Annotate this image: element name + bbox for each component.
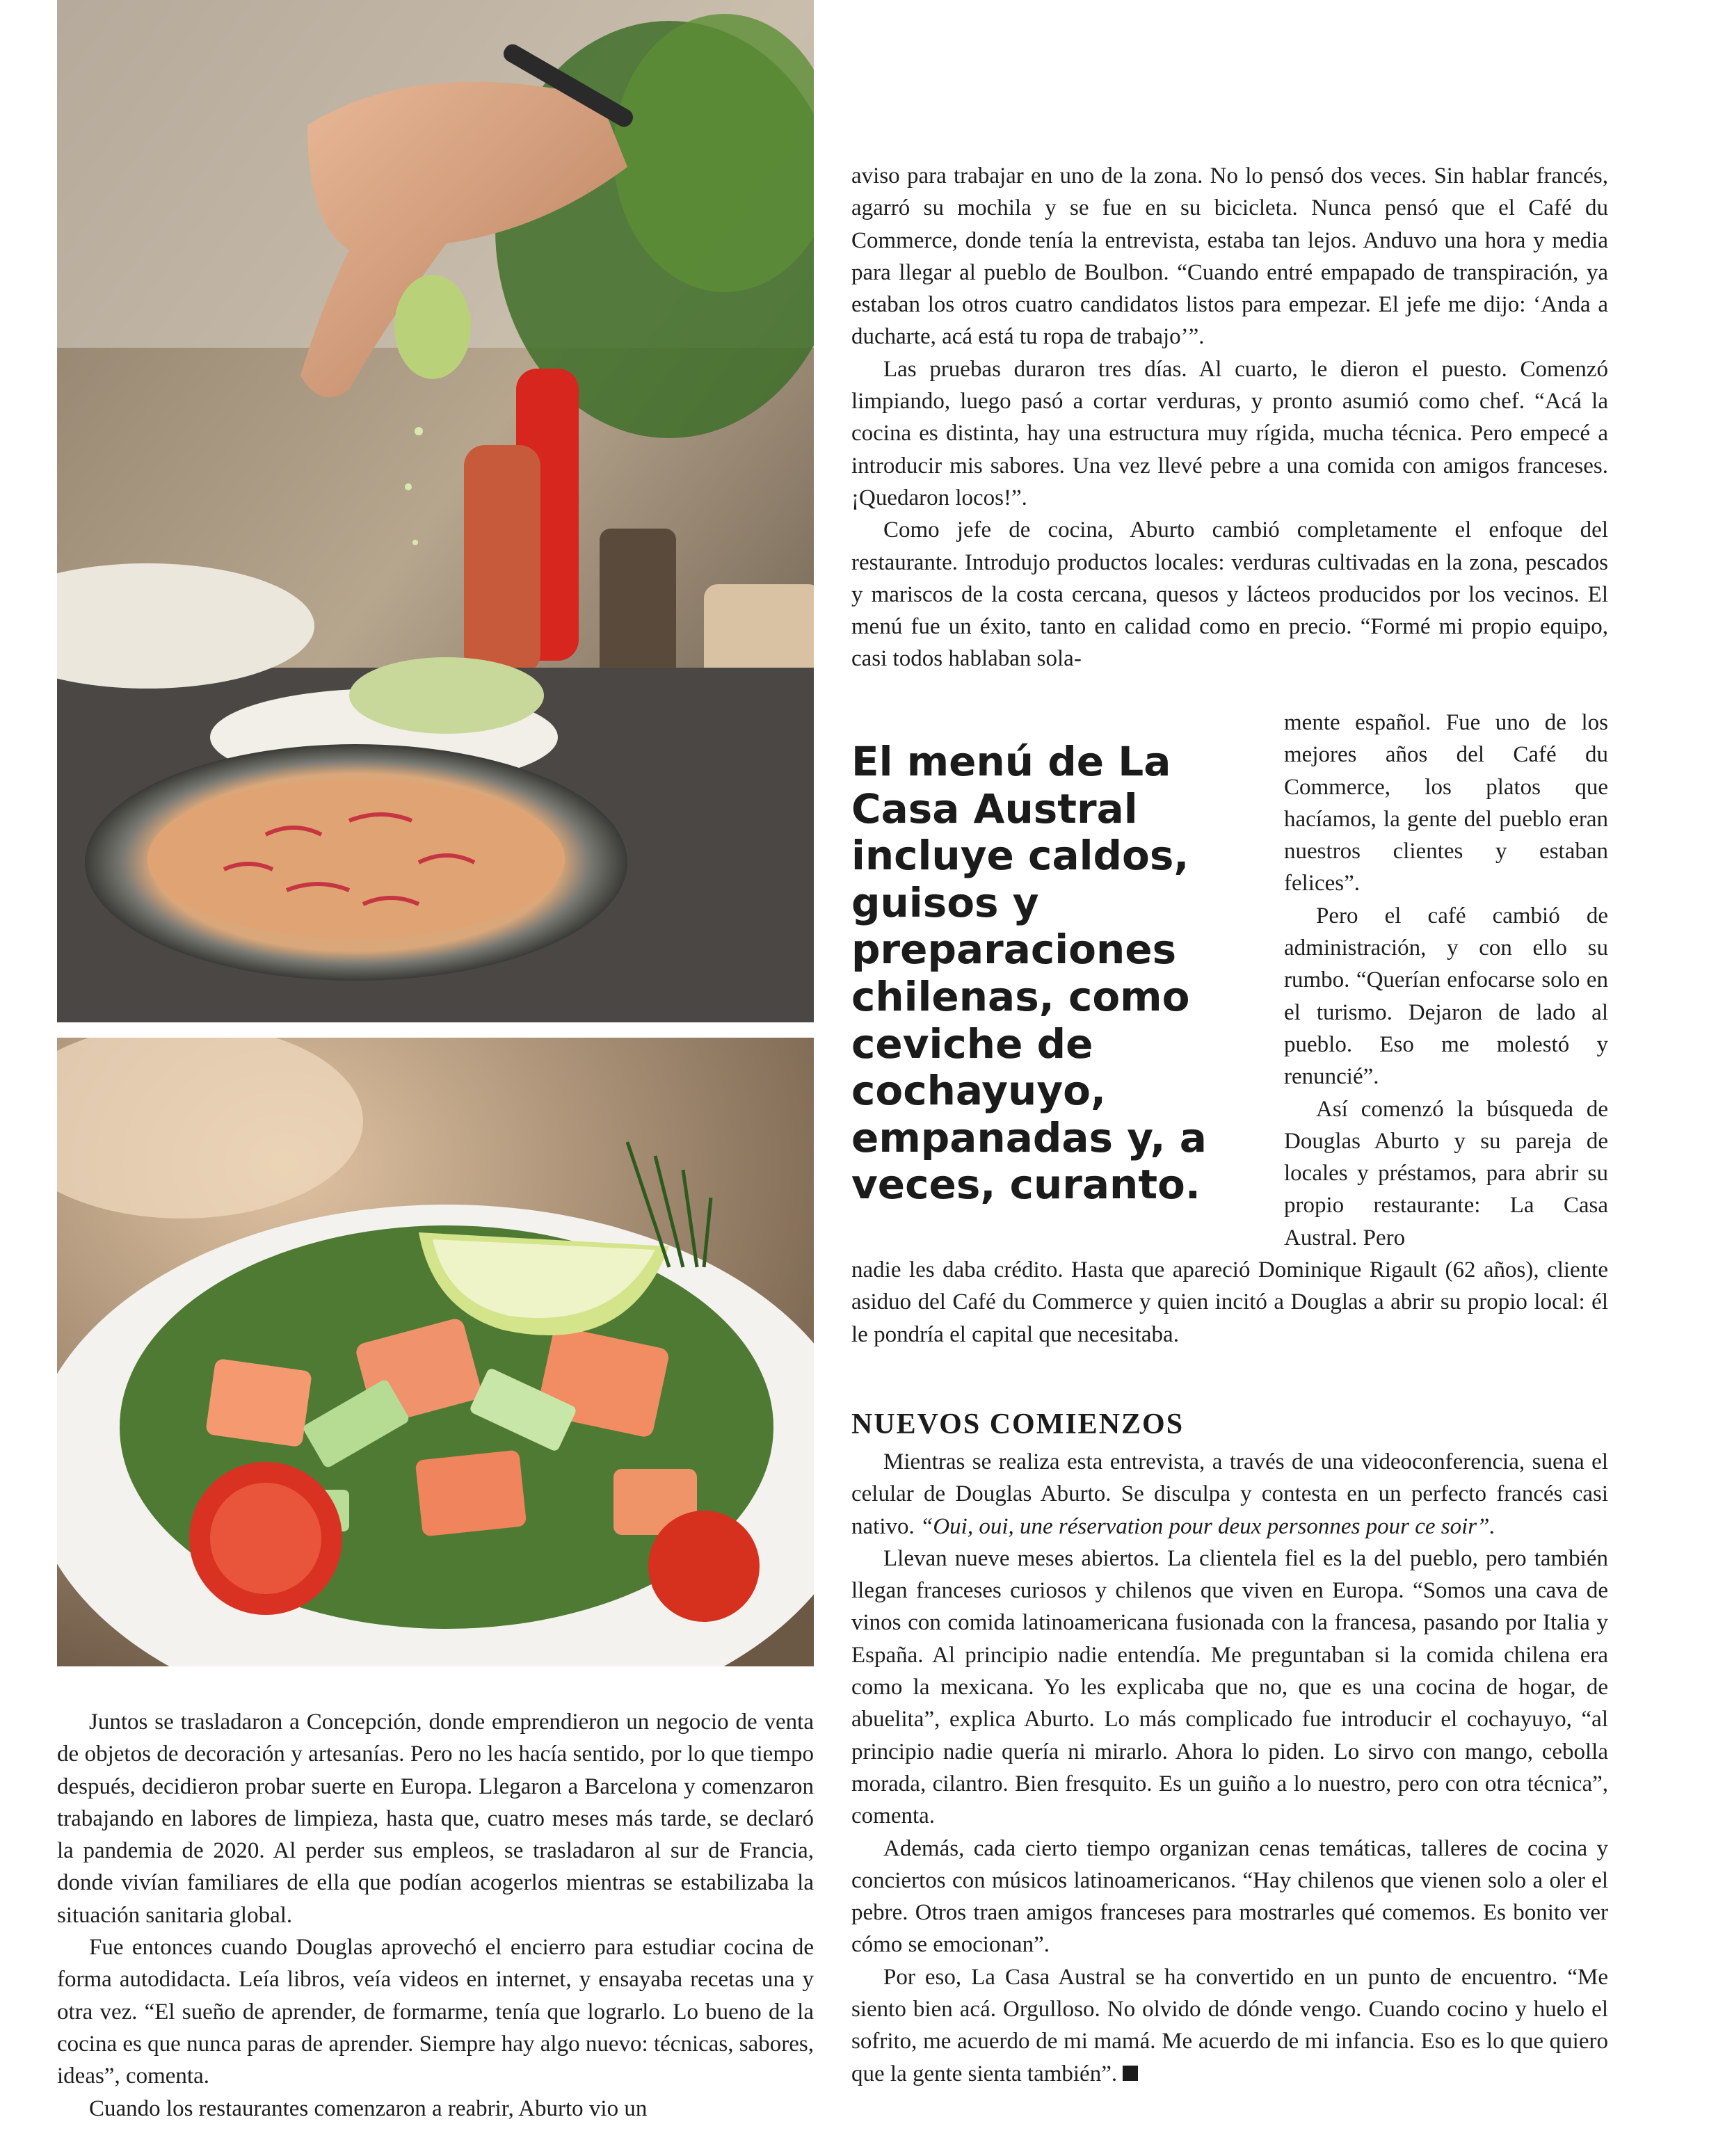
paragraph: aviso para trabajar en uno de la zona. No lo pensó dos veces. Sin hablar francés, agarró su mochila y se fue en su bicicleta. Nunca pensó que el Café du Commerce, donde tenía la entrevista, estaba tan lejos. Anduvo una hora y media para llegar al pueblo de Boulbon. “Cuando entré empapado de transpiración, ya estaban los otros cuatro candidatos listos para empezar. El jefe me dijo: ‘Anda a ducharte, acá está tu ropa de trabajo’”. (851, 163, 1608, 350)
paragraph-text: Por eso, La Casa Austral se ha convertido en un punto de encuentro. “Me siento bien acá. Orgulloso. No olvido de dónde vengo. Cuando cocino y huelo el sofrito, me acuerdo de mi mamá. Me acuerdo de mi infancia. Eso es lo que quiero que la gente sienta también”. (851, 1964, 1608, 2086)
paragraph: mente español. Fue uno de los mejores años del Café du Commerce, los platos que hacíamos, la gente del pueblo eran nuestros clientes y estaban felices”. (1284, 710, 1608, 896)
article-column-right-after-quote (851, 1254, 1608, 1351)
end-of-article-mark (1123, 2066, 1138, 2081)
article-column-right-bottom (851, 1446, 1608, 2090)
paragraph: Llevan nueve meses abiertos. La clientela fiel es la del pueblo, pero también llegan franceses curiosos y chilenos que viven en Europa. “Somos una cava de vinos con comida latinoamericana fusionada con la francesa, pasando por Italia y España. Al principio nadie entendía. Me preguntaban si la comida chilena era como la mexicana. Yo les explicaba que no, que es una cocina de hogar, de abuelita”, explica Aburto. Lo más complicado fue introducir el cochayuyo, “al principio nadie quería ni mirarlo. Ahora lo piden. Lo sirvo con mango, cebolla morada, cilantro. Bien fresquito. Es un guiño a lo nuestro, pero con otra técnica”, comenta. (851, 1545, 1608, 1829)
article-column-right-top (851, 160, 1608, 675)
chef-plating-ceviche-photo (57, 0, 814, 1022)
paragraph: Como jefe de cocina, Aburto cambió completamente el enfoque del restaurante. Introdujo productos locales: verduras cultivadas en la zona, pescados y mariscos de la costa cercana, quesos y lácteos producidos por los vecinos. El menú fue un éxito, tanto en calidad como en precio. “Formé mi propio equipo, casi todos hablaban sola- (851, 517, 1608, 672)
paragraph: Las pruebas duraron tres días. Al cuarto, le dieron el puesto. Comenzó limpiando, luego pasó a cortar verduras, y pronto asumió como chef. “Acá la cocina es distinta, hay una estructura muy rígida, mucha técnica. Pero empecé a introducir mis sabores. Una vez llevé pebre a una comida con amigos franceses. ¡Quedaron locos!”. (851, 356, 1608, 510)
paragraph-text: Mientras se realiza esta entrevista, a través de una videoconferencia, suena el celular de Douglas Aburto. Se disculpa y contesta en un perfecto francés casi nativo. (851, 1449, 1608, 1539)
paragraph (851, 1961, 1608, 2090)
paragraph: Fue entonces cuando Douglas aprovechó el encierro para estudiar cocina de forma autodidacta. Leía libros, veía videos en internet, y ensayaba recetas una y otra vez. “El sueño de aprender, de formarme, tenía que lograrlo. Lo bueno de la cocina es que nunca paras de aprender. Siempre hay algo nuevo: técnicas, sabores, ideas”, comenta. (57, 1935, 814, 2089)
article-column-narrow (1284, 707, 1608, 1254)
article-column-left (57, 1706, 814, 2125)
paragraph (851, 1446, 1608, 1543)
paragraph: Juntos se trasladaron a Concepción, donde emprendieron un negocio de venta de objetos de decoración y artesanías. Pero no les hacía sentido, por lo que tiempo después, decidieron probar suerte en Europa. Llegaron a Barcelona y comenzaron trabajando en labores de limpieza, hasta que, cuatro meses más tarde, se declaró la pandemia de 2020. Al perder sus empleos, se trasladaron al sur de Francia, donde vivían familiares de ella que podían acogerlos mientras se estabilizaba la situación sanitaria global. (57, 1709, 814, 1928)
paragraph: Pero el café cambió de administración, y con ello su rumbo. “Querían enfocarse solo en el turismo. Dejaron de lado al pueblo. Eso me molestó y renuncié”. (1284, 903, 1608, 1090)
paragraph: Además, cada cierto tiempo organizan cenas temáticas, talleres de cocina y conciertos con músicos latinoamericanos. “Hay chilenos que vienen solo a oler el pebre. Otros traen amigos franceses para mostrarles qué comemos. Es bonito ver cómo se emocionan”. (851, 1835, 1608, 1958)
french-quote: “Oui, oui, une réservation pour deux personnes pour ce soir”. (920, 1513, 1495, 1539)
section-heading: NUEVOS COMIENZOS (851, 1408, 1185, 1440)
paragraph: Así comenzó la búsqueda de Douglas Aburto y su pareja de locales y préstamos, para abrir su propio restaurante: La Casa Austral. Pero (1284, 1096, 1608, 1250)
pull-quote: El menú de La Casa Austral incluye caldos, guisos y preparaciones chilenas, como ceviche de cochayuyo, empanadas y, a veces, curanto. (851, 738, 1207, 1209)
salmon-ceviche-bowl-photo (57, 1038, 814, 1666)
paragraph: nadie les daba crédito. Hasta que apareció Dominique Rigault (62 años), cliente asiduo del Café du Commerce y quien incitó a Douglas a abrir su propio local: él le pondría el capital que necesitaba. (851, 1257, 1608, 1347)
paragraph: Cuando los restaurantes comenzaron a reabrir, Aburto vio un (89, 2095, 648, 2121)
